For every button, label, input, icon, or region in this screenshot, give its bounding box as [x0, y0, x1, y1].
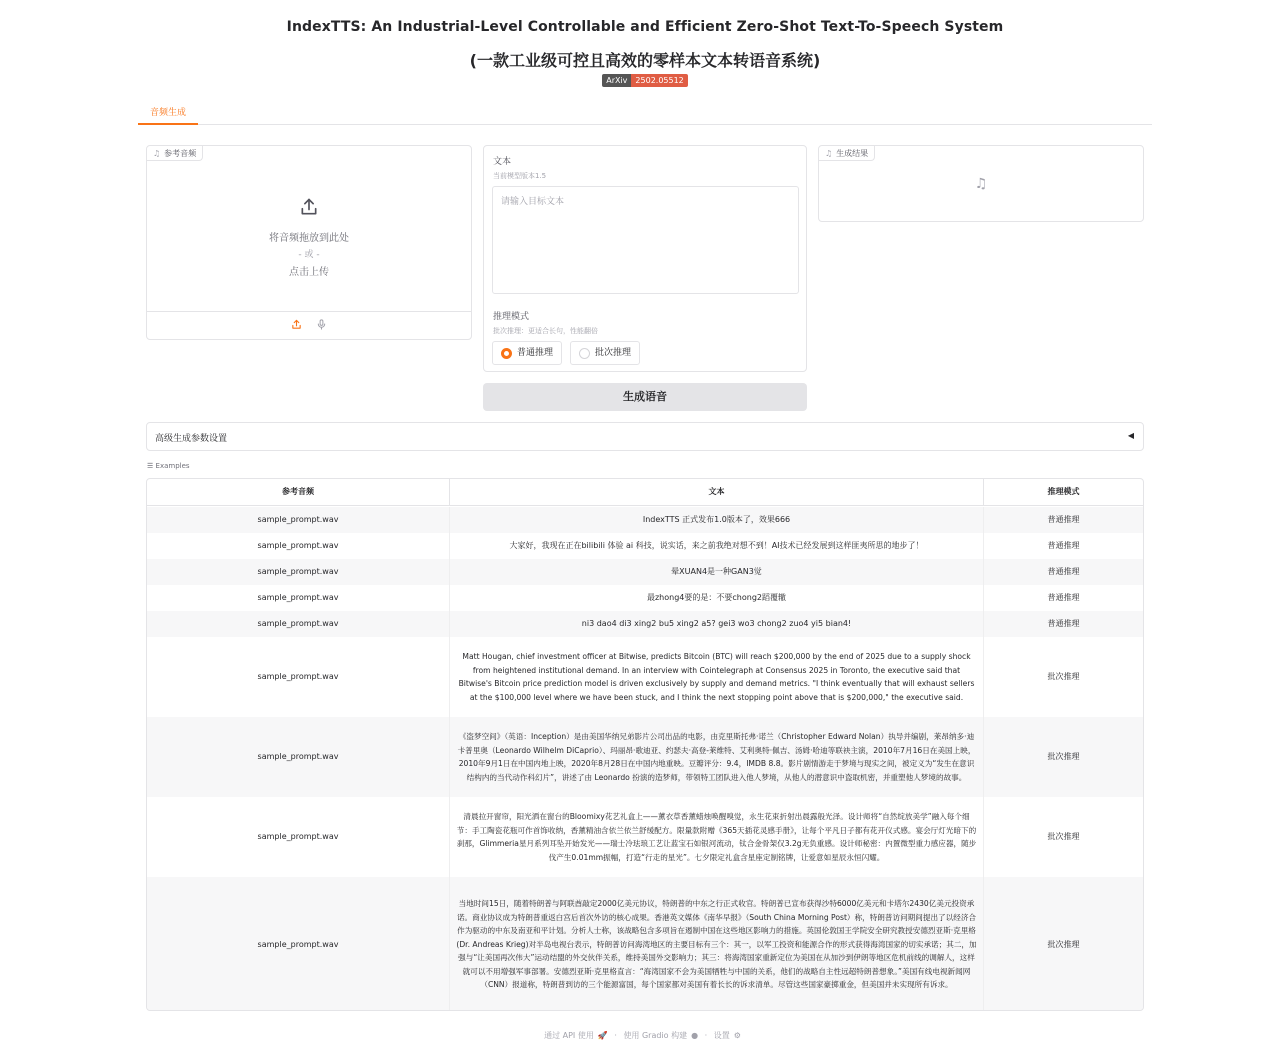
api-link[interactable]: 通过 API 使用: [544, 1031, 594, 1040]
row-audio: sample_prompt.wav: [257, 939, 339, 949]
row-text: 大家好，我现在正在bilibili 体验 ai 科技，说实话，来之前我绝对想不到！AI技术已经发展到这样匪夷所思的地步了！: [449, 533, 983, 559]
music-note-icon: ♫: [153, 149, 161, 158]
footer-sep: ·: [614, 1031, 617, 1040]
upload-arrow-icon: [299, 197, 319, 217]
row-text: 当地时间15日，随着特朗普与阿联酋敲定2000亿美元协议，特朗普的中东之行正式收官。特朗普已宣布获得沙特6000亿美元和卡塔尔2430亿美元投资承诺。商业协议成为特朗普重返白宫后首次外访的核心成果。香港英文媒体《南华早报》（South China Morning Post）称，特朗普访问期间提出了以经济合作为驱动的中东及南亚和平计划。分析人士称，该战略包含多项旨在遏制中国在这些地区影响力的措施。英国伦敦国王学院安全研究教授安德烈亚斯·克里格(Dr. Andreas Krieg)对半岛电视台表示，特朗普访问海湾地区的主要目标有三个：其一，以军工投资和能源合作的形式获得海湾国家的切实承诺；其二，加强与“让美国再次伟大”运动结盟的外交伙伴关系，维持美国外交影响力；其三：将海湾国家重新定位为美国在从加沙到伊朗等地区危机前线的调解人，这样就可以不用增强军事部署。安德烈亚斯·克里格直言：“海湾国家不会为美国牺牲与中国的关系，他们的战略自主性远超特朗普想象。”美国有线电视新闻网（CNN）报道称，特朗普到访的三个能源富国，每个国家都对美国有着长长的诉求清单。尽管这些国家豪掷重金，但美国并未实现所有诉求。: [449, 877, 983, 1011]
row-audio: sample_prompt.wav: [257, 541, 339, 551]
target-text-input[interactable]: 请输入目标文本: [492, 186, 799, 294]
table-row[interactable]: [147, 877, 1143, 1011]
table-header: [147, 479, 1143, 506]
music-placeholder-icon: ♫: [974, 176, 988, 192]
header-reference-audio: 参考音频: [282, 487, 314, 497]
radio-normal-inference[interactable]: 普通推理: [492, 341, 562, 365]
row-mode: 批次推理: [983, 637, 1143, 717]
gear-icon: ⚙: [733, 1031, 741, 1040]
radio-dot: [579, 348, 590, 359]
row-mode: 批次推理: [983, 797, 1143, 877]
row-audio: sample_prompt.wav: [257, 832, 339, 842]
upload-icon[interactable]: [291, 319, 305, 330]
drop-text: 将音频拖放到此处: [269, 233, 349, 244]
text-panel: [483, 145, 807, 372]
click-upload-text: 点击上传: [289, 267, 329, 278]
or-text: - 或 -: [298, 250, 320, 260]
row-text: 《盗梦空间》（英语：Inception）是由美国华纳兄弟影片公司出品的电影，由克里斯托弗·诺兰（Christopher Edward Nolan）执导并编剧，莱昂纳多·迪卡普里奥（Leonardo Wilhelm DiCaprio）、玛丽昂·歌迪亚、约瑟夫·高登-莱维特、艾利奥特·佩吉、汤姆·哈迪等联袂主演，2010年7月16日在美国上映，2010年9月1日在中国内地上映，2020年8月28日在中国内地重映。豆瓣评分：9.4，IMDB 8.8。影片剧情游走于梦境与现实之间，被定义为“发生在意识结构内的当代动作科幻片”，讲述了由 Leonardo 扮演的造梦师，带领特工团队进入他人梦境，从他人的潜意识中盗取机密，并重塑他人梦境的故事。: [449, 717, 983, 797]
page-subtitle: (一款工业级可控且高效的零样本文本转语音系统): [469, 51, 821, 70]
row-mode: 普通推理: [983, 559, 1143, 585]
settings-link[interactable]: 设置: [713, 1031, 730, 1040]
radio-dot-selected: [501, 348, 512, 359]
row-audio: sample_prompt.wav: [257, 619, 339, 629]
row-audio: sample_prompt.wav: [257, 752, 339, 762]
reference-audio-label: ♫ 参考音频: [147, 146, 203, 161]
gradio-logo-icon: ●: [691, 1031, 699, 1040]
table-row[interactable]: [147, 533, 1143, 559]
rocket-icon: 🚀: [597, 1031, 608, 1040]
arxiv-badge-label: ArXiv: [602, 74, 631, 87]
row-mode: 批次推理: [983, 877, 1143, 1011]
examples-label: ☰ Examples: [147, 462, 190, 470]
table-row[interactable]: [147, 717, 1143, 797]
advanced-settings-label: 高级生成参数设置: [155, 434, 228, 444]
collapse-arrow-icon: ◀: [1127, 431, 1134, 440]
arxiv-badge-id: 2502.05512: [631, 74, 687, 87]
text-info: 当前模型版本1.5: [493, 172, 547, 180]
radio-batch-inference[interactable]: 批次推理: [570, 341, 640, 365]
advanced-settings-accordion[interactable]: [146, 422, 1144, 451]
table-row[interactable]: [147, 507, 1143, 533]
row-mode: 普通推理: [983, 507, 1143, 533]
generate-speech-button[interactable]: 生成语音: [483, 383, 807, 411]
examples-table: [146, 478, 1144, 1011]
tab-bar: [138, 104, 1152, 125]
output-audio-panel: [818, 145, 1144, 222]
row-mode: 批次推理: [983, 717, 1143, 797]
microphone-icon[interactable]: [316, 319, 327, 330]
row-audio: sample_prompt.wav: [257, 593, 339, 603]
audio-drop-zone[interactable]: [147, 161, 471, 313]
row-mode: 普通推理: [983, 611, 1143, 637]
arxiv-badge[interactable]: [0, 74, 1280, 87]
audio-source-bar: [147, 311, 471, 339]
row-audio: sample_prompt.wav: [257, 567, 339, 577]
footer-sep: ·: [704, 1031, 708, 1040]
page-title: IndexTTS: An Industrial-Level Controllable and Efficient Zero-Shot Text-To-Speech System: [286, 19, 1004, 35]
row-audio: sample_prompt.wav: [257, 515, 339, 525]
inference-mode-label: 推理模式: [493, 312, 530, 322]
gradio-link[interactable]: 使用 Gradio 构建: [623, 1031, 688, 1040]
tab-audio-generation[interactable]: 音频生成: [138, 104, 198, 125]
row-text: ni3 dao4 di3 xing2 bu5 xing2 a5? gei3 wo3 chong2 zuo4 yi5 bian4!: [449, 611, 983, 637]
table-row[interactable]: [147, 559, 1143, 585]
output-audio-label: ♫ 生成结果: [819, 146, 875, 161]
row-text: 最zhong4要的是：不要chong2蹈覆辙: [449, 585, 983, 611]
header-text: 文本: [449, 479, 983, 505]
reference-audio-panel: [146, 145, 472, 340]
footer: [0, 1030, 1280, 1041]
row-text: 晕XUAN4是一种GAN3觉: [449, 559, 983, 585]
table-row[interactable]: [147, 585, 1143, 611]
row-mode: 普通推理: [983, 585, 1143, 611]
table-row[interactable]: [147, 611, 1143, 637]
inference-mode-info: 批次推理：更适合长句，性能翻倍: [493, 327, 598, 335]
row-audio: sample_prompt.wav: [257, 672, 339, 682]
row-mode: 普通推理: [983, 533, 1143, 559]
row-text: Matt Hougan, chief investment officer at Bitwise, predicts Bitcoin (BTC) will reach $200,000 by the end of 2025 due to a supply shock from heightened institutional demand. In an interview with Cointelegraph at Consensus 2025 in Toronto, the executive said that Bitwise's Bitcoin price prediction model is driven exclusively by supply and demand metrics. "I think eventually that will exhaust sellers at the $100,000 level where we have been stuck, and I think the next stopping point above that is $200,000," the executive said.: [449, 637, 983, 717]
row-text: IndexTTS 正式发布1.0版本了，效果666: [449, 507, 983, 533]
list-icon: ☰: [147, 462, 156, 470]
table-row[interactable]: [147, 797, 1143, 877]
text-label: 文本: [493, 157, 512, 167]
music-note-icon: ♫: [825, 149, 833, 158]
row-text: 清晨拉开窗帘，阳光洒在窗台的Bloomixy花艺礼盒上——薰衣草香薰蜡烛唤醒嗅觉，永生花束折射出晨露般光泽。设计师将“自然绽放美学”融入每个细节：手工陶瓷花瓶可作首饰收纳，香薰精油含依兰依兰舒缓配方。限量款附赠《365天插花灵感手册》，让每个平凡日子都有花开仪式感。宴会厅灯光暗下的刹那，Glimmeria星月系列耳坠开始发光——瑞士冷珐琅工艺让蓝宝石如银河流动，钛合金骨架仅3.2g无负重感。设计师秘密：内置微型重力感应器，随步伐产生0.01mm振幅，打造“行走的星光”。七夕限定礼盒含星座定制铭牌，让爱意如星辰永恒闪耀。: [449, 797, 983, 877]
header-inference-mode: 推理模式: [983, 479, 1143, 505]
table-row[interactable]: [147, 637, 1143, 717]
